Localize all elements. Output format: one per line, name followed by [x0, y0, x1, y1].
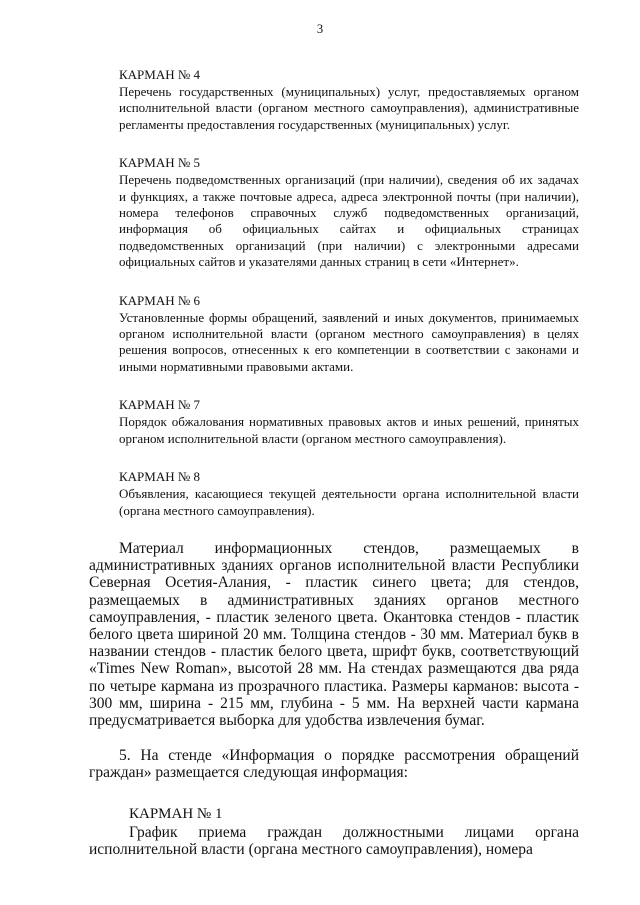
pocket-8-text: Объявления, касающиеся текущей деятельности органа исполнительной власти (органа местного самоуправления).	[119, 486, 579, 518]
page-number: 3	[316, 22, 324, 36]
pocket-1-text: График приема граждан должностными лицами органа исполнительной власти (органа местного самоуправления), номера	[89, 823, 579, 858]
pocket-5-block	[119, 154, 579, 270]
pocket-4-heading: КАРМАН № 4	[119, 67, 201, 82]
section-5-block	[89, 747, 579, 781]
document-content	[89, 66, 579, 858]
material-paragraph-block	[89, 540, 579, 729]
pocket-1-heading: КАРМАН № 1	[129, 805, 223, 822]
pocket-5-heading: КАРМАН № 5	[119, 155, 201, 171]
pocket-7-heading: КАРМАН № 7	[119, 397, 201, 413]
pocket-7-text: Порядок обжалования нормативных правовых актов и иных решений, принятых органом исполнительной власти (органом местного самоуправления).	[119, 414, 579, 446]
pocket-4-text: Перечень государственных (муниципальных) услуг, предоставляемых органом исполнительной власти (органом местного самоуправления), административные регламенты предоставления государственных (муниципальных) услуг.	[119, 84, 579, 132]
pocket-7-block	[119, 396, 579, 447]
pocket-6-text: Установленные формы обращений, заявлений и иных документов, принимаемых органом исполнительной власти (органом местного самоуправления) в целях решения вопросов, отнесенных к его компетенции в соответствии с законами и иными нормативными правовыми актами.	[119, 309, 579, 374]
pocket-8-heading: КАРМАН № 8	[119, 469, 201, 485]
pocket-5-text: Перечень подведомственных организаций (при наличии), сведения об их задачах и функциях, а также почтовые адреса, адреса электронной почты (при наличии), номера телефонов справочных служб подведомственных организаций, информация об официальных сайтах и официальных страницах подведомственных организаций (при наличии) с электронными адресами официальных сайтов и указателями данных страниц в сети «Интернет».	[119, 172, 579, 270]
pocket-4-block	[119, 66, 579, 133]
pocket-6-block	[119, 292, 579, 376]
pocket-8-block	[119, 468, 579, 519]
pocket-6-heading: КАРМАН № 6	[119, 292, 201, 308]
pocket-1-block	[89, 806, 579, 858]
material-paragraph: Материал информационных стендов, размещаемых в административных зданиях органов исполнительной власти Республики Северная Осетия-Алания, - пластик синего цвета; для стендов, размещаемых в административных зданиях органов местного самоуправления, - пластик зеленого цвета. Окантовка стендов - пластик белого цвета шириной 20 мм. Толщина стендов - 30 мм. Материал букв в названии стендов - пластик белого цвета, шрифт букв, соответствующий «Times New Roman», высотой 28 мм. На стендах размещаются два ряда по четыре кармана из прозрачного пластика. Размеры карманов: высота - 300 мм, ширина - 215 мм, глубина - 5 мм. На верхней части кармана предусматривается выборка для удобства извлечения бумаг.	[89, 539, 579, 729]
section-5-paragraph: 5. На стенде «Информация о порядке рассмотрения обращений граждан» размещается следующая информация:	[89, 747, 579, 782]
